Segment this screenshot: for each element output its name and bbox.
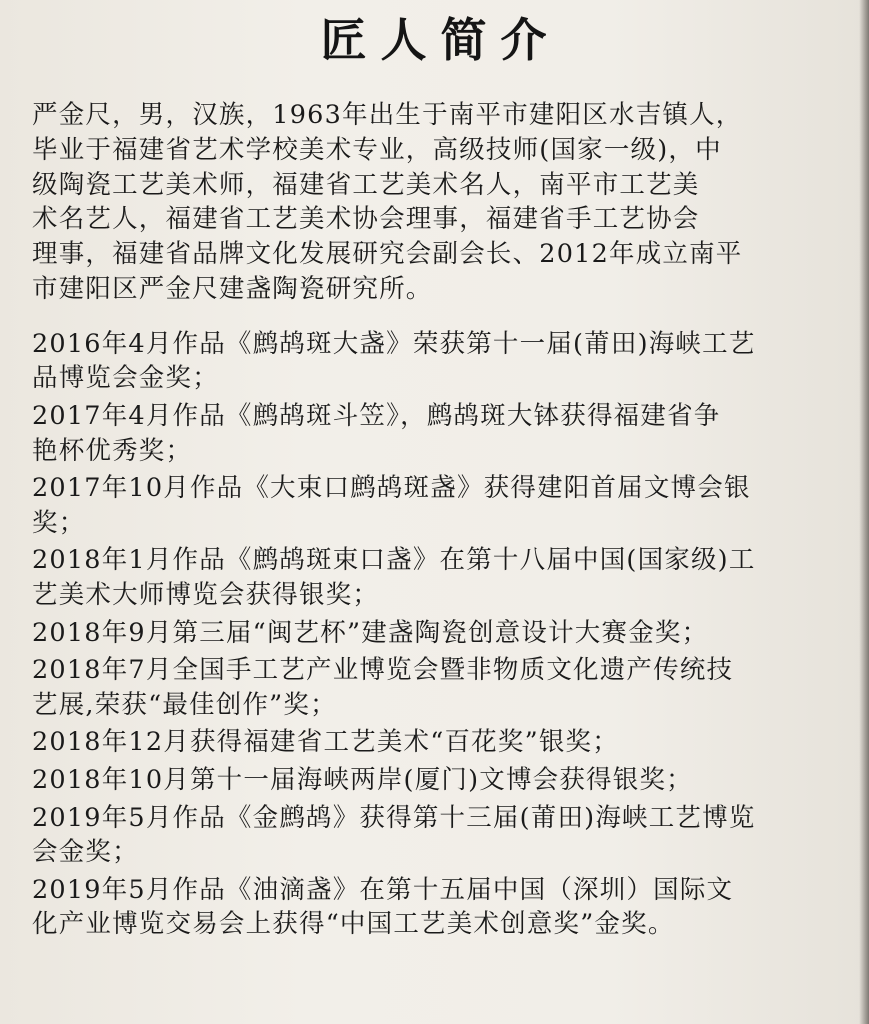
- award-line: 2018年9月第三届“闽艺杯”建盏陶瓷创意设计大赛金奖；: [32, 617, 709, 648]
- award-line: 2018年1月作品《鹧鸪斑束口盏》在第十八届中国(国家级)工: [32, 545, 756, 576]
- intro-line: 理事，福建省品牌文化发展研究会副会长、2012年成立南平: [32, 239, 743, 270]
- award-item: [32, 543, 835, 612]
- award-line: 2016年4月作品《鹧鸪斑大盏》荣获第十一届(莆田)海峡工艺: [32, 328, 756, 359]
- award-item: [32, 471, 835, 540]
- intro-line: 毕业于福建省艺术学校美术专业，高级技师(国家一级)，中: [32, 134, 722, 165]
- award-item: [32, 653, 835, 722]
- page-title: 匠人简介: [320, 13, 561, 67]
- award-line: 艺美术大师博览会获得银奖；: [32, 579, 380, 610]
- award-item: [32, 327, 835, 396]
- award-line: 2018年10月第十一届海峡两岸(厦门)文博会获得银奖；: [32, 764, 693, 795]
- intro-line: 级陶瓷工艺美术师，福建省工艺美术名人，南平市工艺美: [32, 169, 700, 200]
- award-item: [32, 763, 835, 798]
- award-item: [32, 616, 835, 651]
- intro-line: 严金尺，男，汉族，1963年出生于南平市建阳区水吉镇人，: [32, 100, 743, 130]
- award-line: 2019年5月作品《油滴盏》在第十五届中国（深圳）国际文: [32, 874, 734, 905]
- page-edge-shadow: [859, 0, 869, 1024]
- award-item: [32, 873, 835, 942]
- award-item: [32, 725, 835, 760]
- award-line: 2017年4月作品《鹧鸪斑斗笠》，鹧鸪斑大钵获得福建省争: [32, 400, 721, 431]
- award-line: 艳杯优秀奖；: [32, 435, 193, 466]
- awards-list: [32, 327, 835, 942]
- award-line: 品博览会金奖；: [32, 363, 219, 394]
- intro-line: 市建阳区严金尺建盏陶瓷研究所。: [32, 273, 433, 304]
- award-line: 2019年5月作品《金鹧鸪》获得第十三届(莆田)海峡工艺博览: [32, 802, 756, 833]
- intro-paragraph: [32, 98, 835, 307]
- intro-line: 术名艺人，福建省工艺美术协会理事，福建省手工艺协会: [32, 204, 700, 235]
- award-line: 2018年7月全国手工艺产业博览会暨非物质文化遗产传统技: [32, 655, 734, 686]
- award-line: 2017年10月作品《大束口鹧鸪斑盏》获得建阳首届文博会银: [32, 473, 751, 504]
- award-line: 奖；: [32, 507, 86, 538]
- award-item: [32, 399, 835, 468]
- award-line: 化产业博览交易会上获得“中国工艺美术创意奖”金奖。: [32, 909, 675, 940]
- award-line: 2018年12月获得福建省工艺美术“百花奖”银奖；: [32, 727, 619, 758]
- award-item: [32, 801, 835, 870]
- award-line: 艺展,荣获“最佳创作”奖；: [32, 689, 337, 720]
- award-line: 会金奖；: [32, 837, 139, 868]
